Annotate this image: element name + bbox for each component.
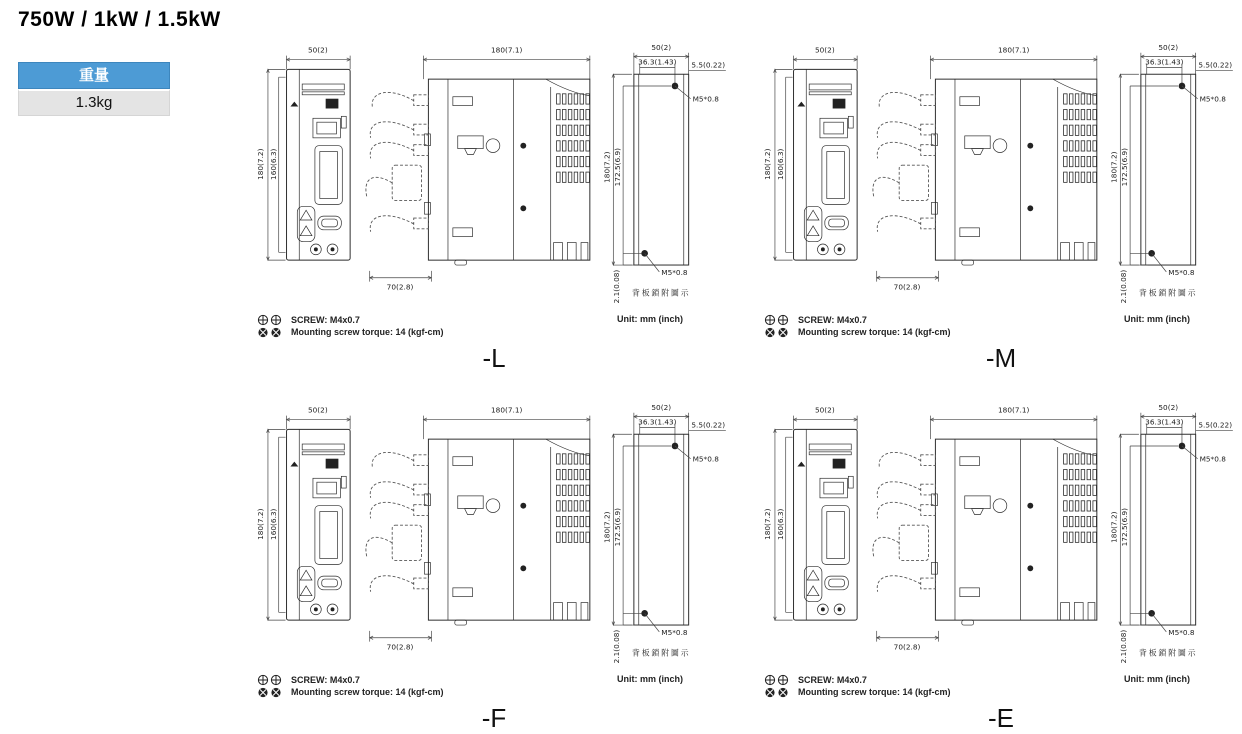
knob bbox=[993, 499, 1007, 513]
io-connector bbox=[822, 506, 849, 565]
filled-screw-icon bbox=[258, 688, 280, 697]
back-view bbox=[1109, 43, 1232, 304]
phillips-screw-icon bbox=[258, 315, 280, 324]
technical-drawing bbox=[760, 40, 1238, 312]
display-window bbox=[458, 136, 483, 149]
serial-connector bbox=[825, 576, 848, 590]
display-window bbox=[965, 136, 990, 149]
dim-back-hole-edge-offset: 5.5(0.22) bbox=[691, 60, 726, 70]
vent-grid bbox=[557, 454, 590, 543]
torque-spec: Mounting screw torque: 14 (kgf-cm) bbox=[798, 327, 951, 338]
technical-drawing bbox=[253, 40, 731, 312]
dim-back-hole-pitch: 172.5(6.9) bbox=[613, 148, 623, 187]
ground-symbol-icon bbox=[290, 462, 298, 467]
vent-grid bbox=[1064, 94, 1097, 183]
cable-hooks bbox=[873, 92, 935, 231]
screw-head-icons bbox=[257, 674, 284, 699]
dim-front-height-outer: 180(7.2) bbox=[763, 508, 773, 540]
callout-mounting-hole-bottom: M5*0.8 bbox=[661, 627, 688, 637]
dim-front-height-outer: 180(7.2) bbox=[256, 508, 266, 540]
dim-front-height-inner: 160(6.3) bbox=[268, 508, 278, 540]
cable-hooks bbox=[873, 452, 935, 591]
back-caption: 背板鎖附圖示 bbox=[1138, 648, 1198, 658]
side-view bbox=[873, 46, 1097, 292]
dim-front-width: 50(2) bbox=[814, 405, 835, 415]
dim-back-width: 50(2) bbox=[1158, 42, 1179, 52]
dim-front-height-outer: 180(7.2) bbox=[256, 148, 266, 180]
screw-spec: SCREW: M4x0.7 bbox=[798, 675, 867, 685]
side-view bbox=[366, 406, 590, 652]
dim-front-height-outer: 180(7.2) bbox=[763, 148, 773, 180]
technical-drawing bbox=[760, 400, 1238, 672]
back-view bbox=[602, 403, 725, 664]
phillips-screw-icon bbox=[765, 315, 787, 324]
dim-side-width: 180(7.1) bbox=[997, 405, 1030, 415]
dim-back-hole-span: 36.3(1.43) bbox=[1145, 57, 1184, 67]
knob bbox=[486, 499, 500, 513]
warning-triangle-icon bbox=[300, 586, 312, 596]
dim-back-bottom-offset: 2.1(0.08) bbox=[612, 629, 622, 664]
mounting-hole bbox=[1148, 250, 1155, 257]
back-caption: 背板鎖附圖示 bbox=[631, 648, 691, 658]
screw-spec: SCREW: M4x0.7 bbox=[291, 675, 360, 685]
drawing-group bbox=[253, 400, 735, 734]
screw-head-icons bbox=[764, 314, 791, 339]
front-view bbox=[763, 46, 857, 260]
variant-label: -M bbox=[985, 343, 1017, 373]
callout-mounting-hole-top: M5*0.8 bbox=[692, 454, 719, 464]
display-window bbox=[965, 496, 990, 509]
filled-screw-icon bbox=[765, 328, 787, 337]
dim-back-hole-pitch: 172.5(6.9) bbox=[1120, 148, 1130, 187]
dim-cable-clearance: 70(2.8) bbox=[386, 282, 414, 292]
drawing-group bbox=[253, 40, 735, 374]
callout-mounting-hole-top: M5*0.8 bbox=[692, 94, 719, 104]
dim-back-bottom-offset: 2.1(0.08) bbox=[1119, 269, 1129, 304]
serial-connector bbox=[318, 216, 341, 230]
drawing-notes bbox=[760, 674, 1242, 699]
dim-back-width: 50(2) bbox=[651, 42, 672, 52]
dim-back-height-outer: 180(7.2) bbox=[1109, 511, 1119, 543]
mounting-hole bbox=[1148, 610, 1155, 617]
filled-screw-icon bbox=[258, 328, 280, 337]
dim-back-height-outer: 180(7.2) bbox=[602, 151, 612, 183]
io-connector bbox=[822, 146, 849, 205]
phillips-screw-icon bbox=[258, 675, 280, 684]
torque-spec: Mounting screw torque: 14 (kgf-cm) bbox=[291, 687, 444, 698]
weight-table-header: 重量 bbox=[18, 62, 170, 89]
front-view bbox=[763, 406, 857, 620]
dim-back-bottom-offset: 2.1(0.08) bbox=[1119, 629, 1129, 664]
dim-back-hole-edge-offset: 5.5(0.22) bbox=[691, 420, 726, 430]
drawing-group bbox=[760, 40, 1242, 374]
dim-back-hole-span: 36.3(1.43) bbox=[1145, 417, 1184, 427]
ground-symbol-icon bbox=[290, 102, 298, 107]
io-connector bbox=[315, 506, 342, 565]
dim-back-height-outer: 180(7.2) bbox=[1109, 151, 1119, 183]
warning-triangle-icon bbox=[807, 226, 819, 236]
dim-front-width: 50(2) bbox=[814, 45, 835, 55]
warning-triangle-icon bbox=[807, 210, 819, 220]
warning-triangle-icon bbox=[300, 570, 312, 580]
vent-grid bbox=[557, 94, 590, 183]
dim-front-width: 50(2) bbox=[307, 405, 328, 415]
drawing-notes bbox=[760, 314, 1242, 339]
dim-cable-clearance: 70(2.8) bbox=[386, 642, 414, 652]
unit-note: Unit: mm (inch) bbox=[617, 674, 683, 684]
side-view bbox=[873, 406, 1097, 652]
vent-grid bbox=[1064, 454, 1097, 543]
dim-back-hole-pitch: 172.5(6.9) bbox=[1120, 508, 1130, 547]
variant-label: -F bbox=[481, 703, 507, 733]
front-view bbox=[256, 46, 350, 260]
warning-triangle-icon bbox=[300, 210, 312, 220]
dim-cable-clearance: 70(2.8) bbox=[893, 282, 921, 292]
dim-back-bottom-offset: 2.1(0.08) bbox=[612, 269, 622, 304]
dim-side-width: 180(7.1) bbox=[490, 405, 523, 415]
warning-triangle-icon bbox=[807, 586, 819, 596]
back-caption: 背板鎖附圖示 bbox=[1138, 288, 1198, 298]
callout-mounting-hole-bottom: M5*0.8 bbox=[1168, 627, 1195, 637]
drawing-notes bbox=[253, 674, 735, 699]
screw-head-icons bbox=[764, 674, 791, 699]
warning-triangle-icon bbox=[807, 570, 819, 580]
cable-hooks bbox=[366, 452, 428, 591]
dim-back-hole-edge-offset: 5.5(0.22) bbox=[1198, 420, 1233, 430]
dim-front-height-inner: 160(6.3) bbox=[775, 508, 785, 540]
callout-mounting-hole-bottom: M5*0.8 bbox=[1168, 267, 1195, 277]
page-title: 750W / 1kW / 1.5kW bbox=[18, 8, 221, 31]
variant-label: -E bbox=[988, 703, 1014, 733]
serial-connector bbox=[318, 576, 341, 590]
torque-spec: Mounting screw torque: 14 (kgf-cm) bbox=[798, 687, 951, 698]
dim-front-height-inner: 160(6.3) bbox=[775, 148, 785, 180]
dim-side-width: 180(7.1) bbox=[997, 45, 1030, 55]
callout-mounting-hole-top: M5*0.8 bbox=[1199, 94, 1226, 104]
display-window bbox=[458, 496, 483, 509]
drawing-notes bbox=[253, 314, 735, 339]
ground-symbol-icon bbox=[797, 102, 805, 107]
dim-back-hole-span: 36.3(1.43) bbox=[638, 417, 677, 427]
dim-cable-clearance: 70(2.8) bbox=[893, 642, 921, 652]
dim-back-width: 50(2) bbox=[1158, 402, 1179, 412]
dim-back-hole-pitch: 172.5(6.9) bbox=[613, 508, 623, 547]
drawing-group bbox=[760, 400, 1242, 734]
side-view bbox=[366, 46, 590, 292]
unit-note: Unit: mm (inch) bbox=[1124, 314, 1190, 324]
unit-note: Unit: mm (inch) bbox=[1124, 674, 1190, 684]
dim-back-width: 50(2) bbox=[651, 402, 672, 412]
dim-back-hole-span: 36.3(1.43) bbox=[638, 57, 677, 67]
screw-head-icons bbox=[257, 314, 284, 339]
dim-back-hole-edge-offset: 5.5(0.22) bbox=[1198, 60, 1233, 70]
cable-hooks bbox=[366, 92, 428, 231]
io-connector bbox=[315, 146, 342, 205]
front-view bbox=[256, 406, 350, 620]
weight-value: 1.3kg bbox=[18, 89, 170, 116]
screw-spec: SCREW: M4x0.7 bbox=[798, 315, 867, 325]
dim-back-height-outer: 180(7.2) bbox=[602, 511, 612, 543]
dim-side-width: 180(7.1) bbox=[490, 45, 523, 55]
unit-note: Unit: mm (inch) bbox=[617, 314, 683, 324]
knob bbox=[486, 139, 500, 153]
dim-front-width: 50(2) bbox=[307, 45, 328, 55]
dim-front-height-inner: 160(6.3) bbox=[268, 148, 278, 180]
callout-mounting-hole-top: M5*0.8 bbox=[1199, 454, 1226, 464]
ground-symbol-icon bbox=[797, 462, 805, 467]
knob bbox=[993, 139, 1007, 153]
warning-triangle-icon bbox=[300, 226, 312, 236]
serial-connector bbox=[825, 216, 848, 230]
back-caption: 背板鎖附圖示 bbox=[631, 288, 691, 298]
screw-spec: SCREW: M4x0.7 bbox=[291, 315, 360, 325]
torque-spec: Mounting screw torque: 14 (kgf-cm) bbox=[291, 327, 444, 338]
back-view bbox=[1109, 403, 1232, 664]
back-view bbox=[602, 43, 725, 304]
callout-mounting-hole-bottom: M5*0.8 bbox=[661, 267, 688, 277]
technical-drawing bbox=[253, 400, 731, 672]
phillips-screw-icon bbox=[765, 675, 787, 684]
filled-screw-icon bbox=[765, 688, 787, 697]
variant-label: -L bbox=[482, 343, 506, 373]
